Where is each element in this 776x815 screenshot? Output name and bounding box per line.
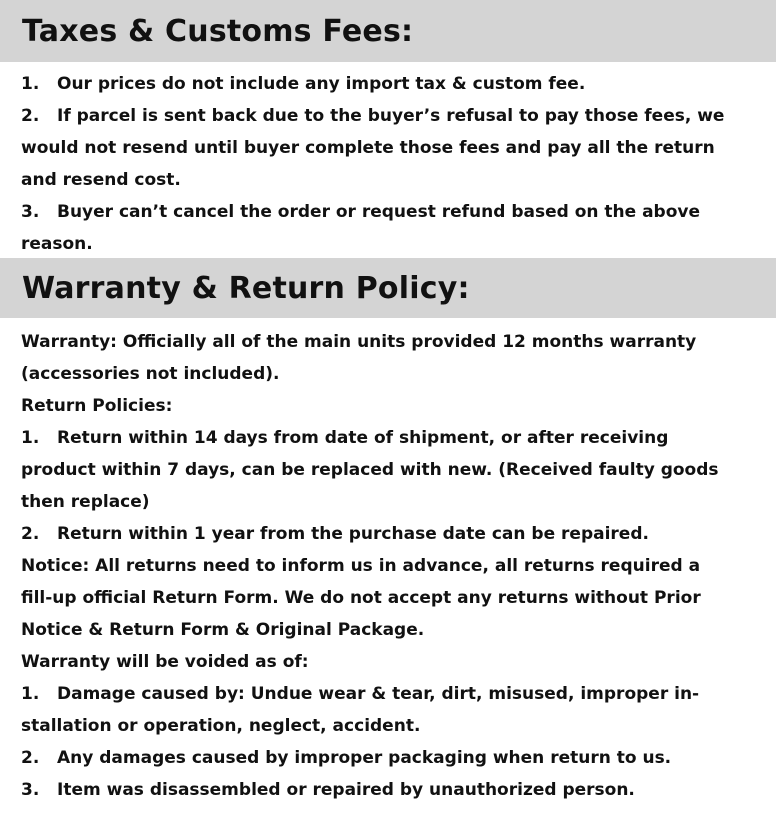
list-number: 2. [21,524,40,544]
taxes-section-header [0,0,776,62]
line-text: and resend cost. [21,170,181,190]
warranty-line [21,518,766,550]
warranty-line [21,358,766,390]
taxes-line [21,228,766,260]
line-text: Our prices do not include any import tax & custom fee. [57,74,586,94]
line-text: would not resend until buyer complete those fees and pay all the return [21,138,715,158]
warranty-line [21,742,766,774]
warranty-section-title: Warranty & Return Policy: [22,270,470,306]
warranty-line [21,678,766,710]
warranty-line [21,646,766,678]
line-text: reason. [21,234,93,254]
list-number: 2. [21,106,40,126]
line-text: stallation or operation, neglect, accident. [21,716,421,736]
warranty-line [21,326,766,358]
warranty-line [21,614,766,646]
taxes-line [21,68,766,100]
line-text: Return within 14 days from date of shipment, or after receiving [57,428,669,448]
list-number: 3. [21,780,40,800]
list-number: 1. [21,74,40,94]
warranty-section-body [0,318,776,806]
line-text: product within 7 days, can be replaced with new. (Received faulty goods [21,460,719,480]
warranty-line [21,710,766,742]
warranty-line [21,422,766,454]
warranty-line [21,550,766,582]
warranty-section-header [0,258,776,318]
line-text: Notice & Return Form & Original Package. [21,620,425,640]
warranty-line [21,774,766,806]
line-text: Notice: All returns need to inform us in advance, all returns required a [21,556,701,576]
taxes-line [21,196,766,228]
warranty-line [21,486,766,518]
taxes-line [21,100,766,132]
line-text: then replace) [21,492,150,512]
warranty-line [21,582,766,614]
list-number: 2. [21,748,40,768]
line-text: Warranty: Officially all of the main units provided 12 months warranty [21,332,697,352]
list-number: 3. [21,202,40,222]
line-text: If parcel is sent back due to the buyer’s refusal to pay those fees, we [57,106,725,126]
line-text: Warranty will be voided as of: [21,652,309,672]
list-number: 1. [21,428,40,448]
taxes-line [21,164,766,196]
line-text: Item was disassembled or repaired by unauthorized person. [57,780,635,800]
taxes-line [21,132,766,164]
line-text: Damage caused by: Undue wear & tear, dirt, misused, improper in- [57,684,700,704]
taxes-section-title: Taxes & Customs Fees: [22,13,414,49]
warranty-line [21,454,766,486]
line-text: fill-up official Return Form. We do not accept any returns without Prior [21,588,701,608]
line-text: Return Policies: [21,396,173,416]
line-text: Return within 1 year from the purchase date can be repaired. [57,524,649,544]
line-text: (accessories not included). [21,364,280,384]
warranty-line [21,390,766,422]
list-number: 1. [21,684,40,704]
line-text: Any damages caused by improper packaging when return to us. [57,748,672,768]
line-text: Buyer can’t cancel the order or request refund based on the above [57,202,701,222]
taxes-section-body [0,62,776,258]
